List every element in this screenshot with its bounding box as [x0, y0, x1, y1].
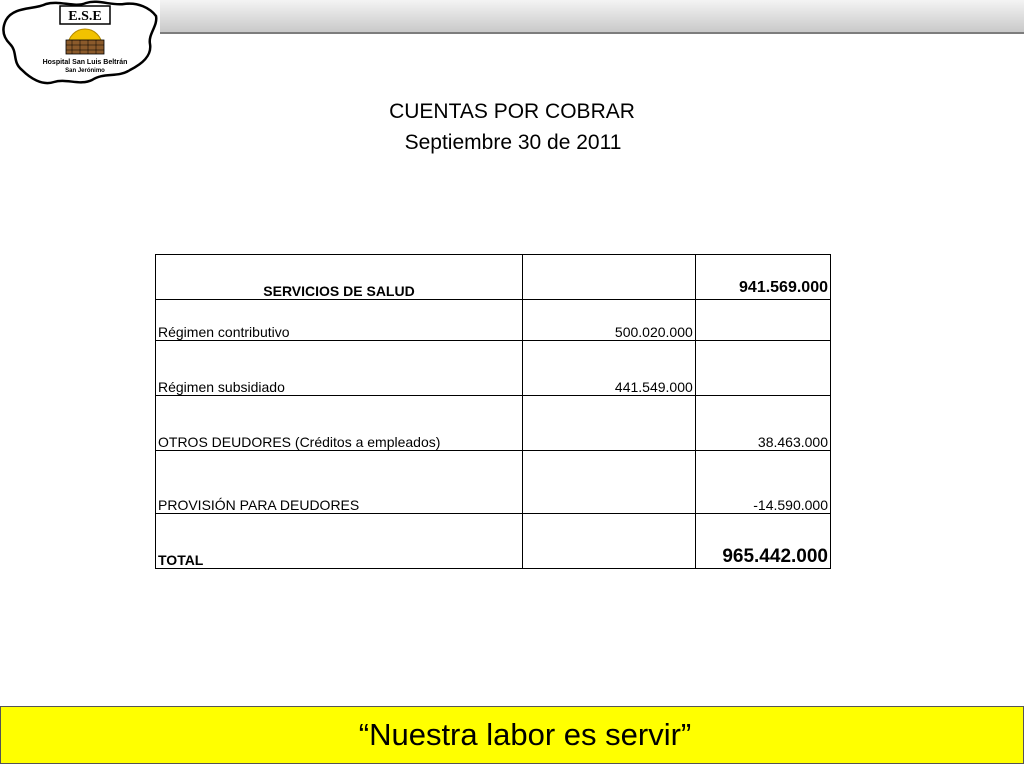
table-row-regimen-contributivo	[156, 300, 831, 341]
logo-name-line1: Hospital San Luis Beltrán	[42, 59, 128, 66]
row-label: TOTAL	[156, 514, 523, 569]
accounts-receivable-table	[155, 254, 831, 569]
table-row-regimen-subsidiado	[156, 341, 831, 396]
row-subtotal	[522, 396, 695, 451]
row-label: Régimen contributivo	[156, 300, 523, 341]
row-total: 941.569.000	[695, 255, 830, 300]
row-label: OTROS DEUDORES (Créditos a empleados)	[156, 396, 523, 451]
top-banner-bar	[160, 0, 1024, 34]
row-subtotal	[522, 255, 695, 300]
row-subtotal: 500.020.000	[522, 300, 695, 341]
table-row-provision-deudores	[156, 451, 831, 514]
row-total	[695, 341, 830, 396]
row-subtotal: 441.549.000	[522, 341, 695, 396]
title-line-2: Septiembre 30 de 2011	[404, 131, 622, 154]
footer-motto-banner	[0, 706, 1024, 764]
row-total: -14.590.000	[695, 451, 830, 514]
hospital-logo	[0, 0, 160, 90]
footer-motto-text: “Nuestra labor es servir”	[358, 717, 692, 752]
row-label: PROVISIÓN PARA DEUDORES	[156, 451, 523, 514]
table-row-servicios-salud	[156, 255, 831, 300]
table-row-total	[156, 514, 831, 569]
page-title	[0, 96, 1024, 158]
row-subtotal	[522, 451, 695, 514]
row-label: SERVICIOS DE SALUD	[156, 255, 523, 300]
row-label: Régimen subsidiado	[156, 341, 523, 396]
table-row-otros-deudores	[156, 396, 831, 451]
logo-name-line2: San Jerónimo	[65, 68, 105, 74]
row-subtotal	[522, 514, 695, 569]
row-total: 965.442.000	[695, 514, 830, 569]
title-line-1: CUENTAS POR COBRAR	[389, 100, 635, 123]
logo-org-text: E.S.E	[68, 9, 102, 24]
row-total	[695, 300, 830, 341]
row-total: 38.463.000	[695, 396, 830, 451]
